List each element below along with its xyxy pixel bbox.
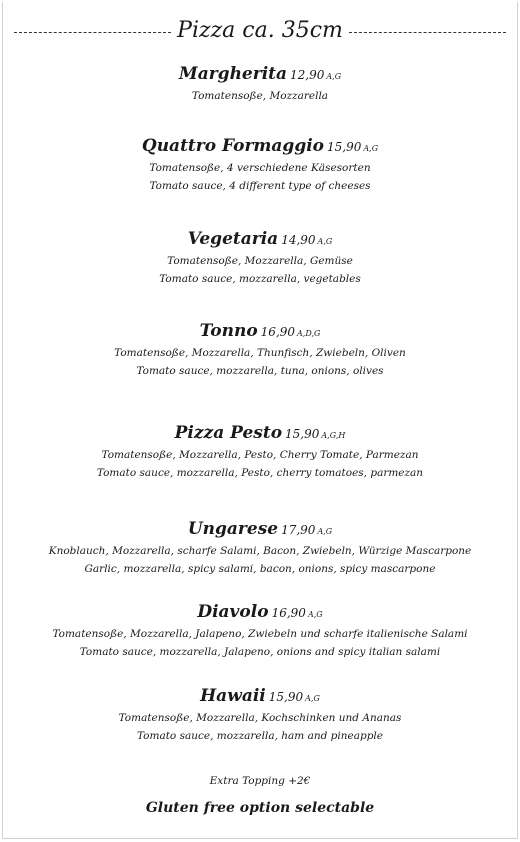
item-price: 17,90 [281,523,316,537]
menu-item-margherita [0,63,520,106]
item-description-en: Tomato sauce, mozzarella, Pesto, cherry tomatoes, parmezan [96,466,424,479]
menu-item-tonno [0,320,520,380]
item-name: Tonno [199,321,258,341]
item-description-de: Tomatensoße, 4 verschiedene Käsesorten [149,162,371,174]
header-divider-right [349,32,506,33]
item-description-de: Knoblauch, Mozzarella, scharfe Salami, Bacon, Zwiebeln, Würzige Mascarpone [48,545,472,557]
item-name: Hawaii [200,686,266,706]
item-description-de: Tomatensoße, Mozzarella, Pesto, Cherry Tomate, Parmezan [101,449,419,461]
item-allergen-codes: A,G,H [321,431,346,440]
item-price: 14,90 [281,233,316,247]
item-description-de: Tomatensoße, Mozzarella, Kochschinken und Ananas [118,712,402,724]
item-description-en: Tomato sauce, mozzarella, Jalapeno, onions and spicy italian salami [79,645,441,658]
item-allergen-codes: A,G [363,144,379,153]
item-price: 12,90 [290,68,325,82]
item-allergen-codes: A,G [307,610,323,619]
item-allergen-codes: A,G [317,527,333,536]
item-allergen-codes: A,G [326,72,342,81]
item-price: 15,90 [327,140,362,154]
menu-item-vegetaria [0,228,520,288]
item-allergen-codes: A,G [305,694,320,703]
item-name: Margherita [178,64,288,84]
item-price: 15,90 [268,690,304,704]
menu-item-diavolo [0,601,520,661]
item-name: Diavolo [197,602,269,622]
item-description-de: Tomatensoße, Mozzarella, Gemüse [167,255,353,267]
menu-item-pizza-pesto [0,422,520,482]
item-allergen-codes: A,G [317,237,333,246]
item-description-en: Tomato sauce, 4 different type of cheeses [149,179,371,192]
item-name: Quattro Formaggio [141,136,325,156]
item-description-de: Tomatensoße, Mozzarella, Jalapeno, Zwiebeln und scharfe italienische Salami [52,628,468,640]
item-description-de: Tomatensoße, Mozzarella, Thunfisch, Zwiebeln, Oliven [114,347,406,359]
menu-item-hawaii [0,685,520,745]
item-price: 16,90 [260,325,296,339]
menu-header [14,14,506,46]
item-name: Vegetaria [187,229,279,249]
item-description-de: Tomatensoße, Mozzarella [191,90,329,102]
header-divider-left [14,32,171,33]
item-price: 15,90 [285,427,320,441]
item-description-en: Tomato sauce, mozzarella, vegetables [159,272,361,285]
menu-item-ungarese [0,518,520,578]
item-name: Pizza Pesto [174,423,283,443]
extra-topping-note: Extra Topping +2€ [209,775,311,787]
item-allergen-codes: A,D,G [297,329,321,338]
menu-item-quattro-formaggio [0,135,520,195]
item-description-en: Garlic, mozzarella, spicy salami, bacon, onions, spicy mascarpone [84,562,436,575]
page-title: Pizza ca. 35cm [177,17,343,43]
gluten-free-note: Gluten free option selectable [145,800,375,816]
item-description-en: Tomato sauce, mozzarella, tuna, onions, olives [136,364,384,377]
item-description-en: Tomato sauce, mozzarella, ham and pineapple [136,729,383,742]
item-price: 16,90 [271,606,306,620]
item-name: Ungarese [187,519,279,539]
